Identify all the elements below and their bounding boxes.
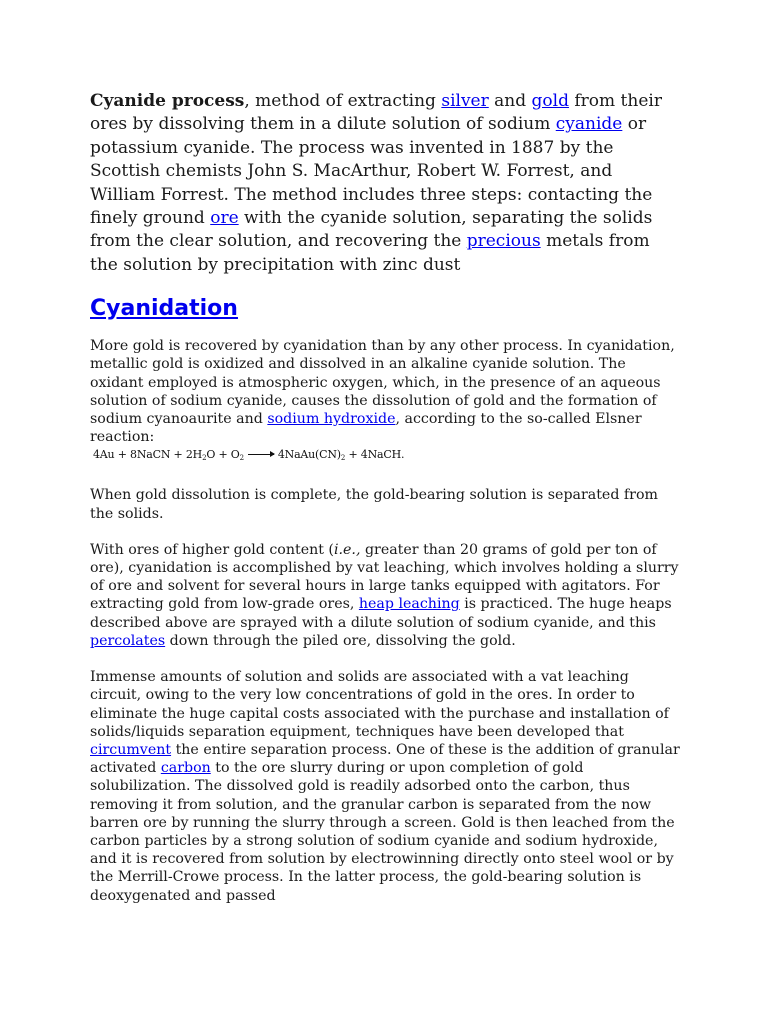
- elsner-equation: [93, 448, 682, 462]
- paragraph-italic: i.e.,: [333, 541, 361, 558]
- paragraph-text: down through the piled ore, dissolving the gold.: [165, 632, 516, 649]
- paragraph-dissolution-complete: [90, 486, 682, 522]
- link-precious[interactable]: precious: [466, 231, 541, 252]
- equation-part: 4Au + 8NaCN + 2H: [93, 448, 203, 462]
- equation-part: 4NaAu(CN): [277, 448, 341, 462]
- intro-paragraph: [90, 90, 682, 277]
- paragraph-text: More gold is recovered by cyanidation than by any other process. In cyanidation, metallic gold is oxidized and dissolved in an alkaline cyanide solution. The oxidant employed is atmospheric oxygen, which, in the presence of an aqueous solution of sodium cyanide, causes the dissolution of gold and the formation of sodium cyanoaurite and: [90, 338, 675, 428]
- equation-subscript: 2: [202, 454, 207, 463]
- intro-text: , method of extracting: [244, 91, 442, 111]
- link-cyanide[interactable]: cyanide: [555, 114, 623, 135]
- reaction-arrow-icon: [248, 454, 274, 455]
- paragraph-text: , according to the so-called Elsner reaction:: [90, 411, 642, 446]
- link-sodium-hydroxide[interactable]: sodium hydroxide: [267, 411, 396, 428]
- paragraph-cyanidation-intro: [90, 337, 682, 446]
- link-silver[interactable]: silver: [441, 91, 489, 111]
- paragraph-text: greater than 20 grams of gold per ton of ore), cyanidation is accomplished by vat leaching, which involves holding a slurry of ore and solvent for several hours in large tanks equipped with agitators. For extracting gold from low-grade ores,: [90, 541, 679, 613]
- paragraph-text: the entire separation process. One of these is the addition of granular activated: [90, 741, 680, 777]
- link-ore[interactable]: ore: [210, 208, 239, 229]
- paragraph-carbon-process: [90, 668, 682, 905]
- paragraph-text: to the ore slurry during or upon completion of gold solubilization. The dissolved gold is readily adsorbed onto the carbon, thus removing it from solution, and the granular carbon is separated from the now barren ore by running the slurry through a screen. Gold is then leached from the carbon particles by a strong solution of sodium cyanide and sodium hydroxide, and it is recovered from solution by electrowinning directly onto steel wool or by the Merrill-Crowe process. In the latter process, the gold-bearing solution is deoxygenated and passed: [90, 760, 675, 904]
- paragraph-text: is practiced. The huge heaps described above are sprayed with a dilute solution of sodium cyanide, and this: [90, 596, 672, 631]
- paragraph-vat-leaching: [90, 541, 682, 650]
- intro-text: metals from the solution by precipitation with zinc dust: [90, 231, 650, 275]
- link-percolates[interactable]: percolates: [90, 632, 166, 649]
- paragraph-text: Immense amounts of solution and solids are associated with a vat leaching circuit, owing to the very low concentrations of gold in the ores. In order to eliminate the huge capital costs associated with the purchase and installation of solids/liquids separation equipment, techniques have been developed that: [90, 669, 669, 740]
- heading-link-cyanidation[interactable]: Cyanidation: [90, 296, 238, 322]
- link-gold[interactable]: gold: [531, 91, 569, 111]
- intro-text: with the cyanide solution, separating the solids from the clear solution, and recovering the: [90, 208, 653, 252]
- link-circumvent[interactable]: circumvent: [90, 741, 172, 758]
- intro-text: and: [488, 91, 532, 111]
- link-heap-leaching[interactable]: heap leaching: [358, 596, 460, 613]
- intro-text: or potassium cyanide. The process was invented in 1887 by the Scottish chemists John S. MacArthur, Robert W. Forrest, and William Forrest. The method includes three steps: contacting the finely ground: [90, 114, 653, 229]
- intro-text: from their ores by dissolving them in a dilute solution of sodium: [90, 91, 662, 135]
- article: [90, 90, 682, 905]
- equation-subscript: 2: [239, 454, 244, 463]
- term-cyanide-process: Cyanide process: [90, 91, 245, 111]
- paragraph-text: When gold dissolution is complete, the gold-bearing solution is separated from the solids.: [90, 487, 658, 522]
- paragraph-text: With ores of higher gold content (: [90, 541, 334, 558]
- equation-part: O + O: [206, 448, 240, 462]
- section-heading: [90, 294, 682, 324]
- equation-subscript: 2: [340, 454, 346, 463]
- link-carbon[interactable]: carbon: [160, 760, 211, 777]
- equation-part: + 4NaCH.: [345, 448, 405, 462]
